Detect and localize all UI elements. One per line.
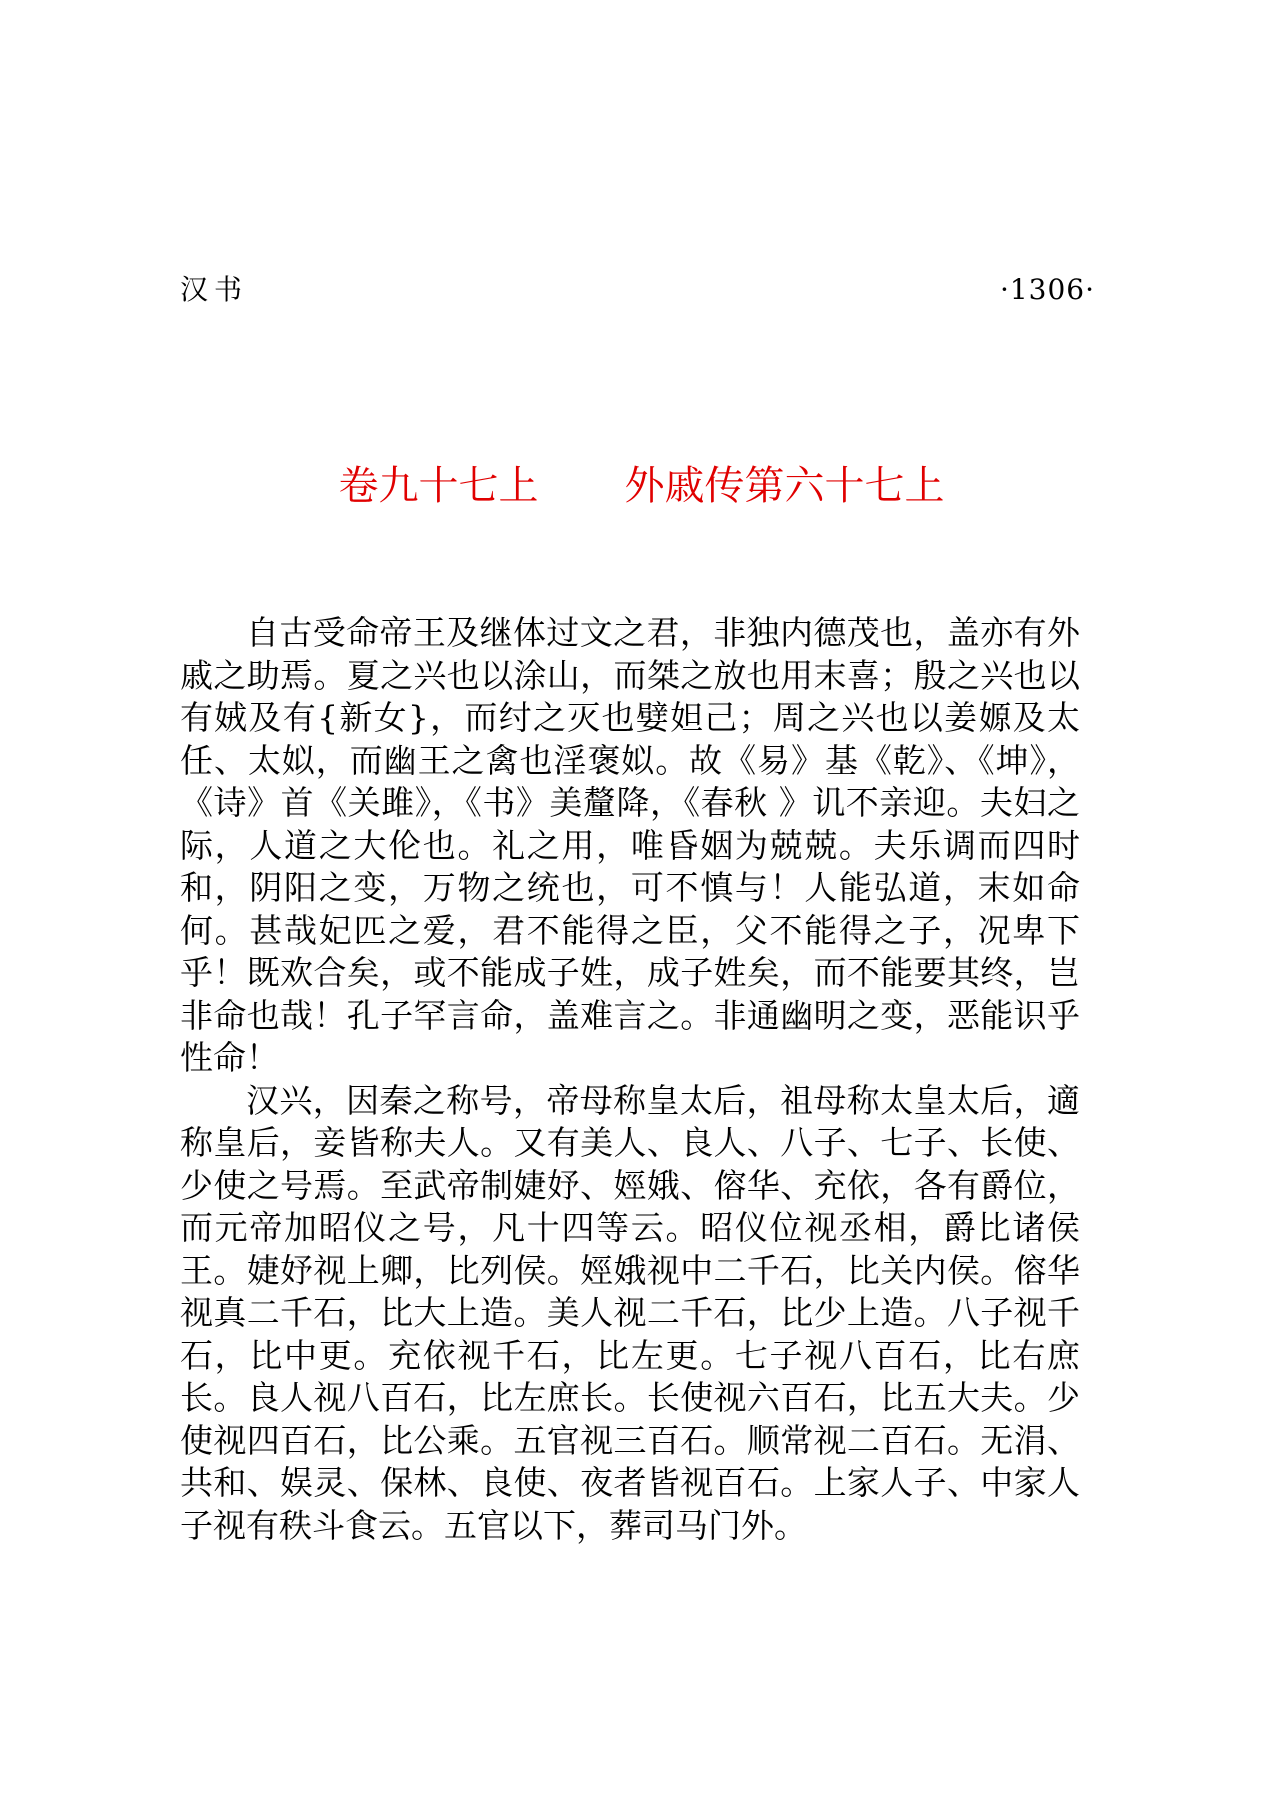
paragraph-2: 汉兴，因秦之称号，帝母称皇太后，祖母称太皇太后，適称皇后，妾皆称夫人。又有美人、良人、八子、七子、长使、少使之号焉。至武帝制婕妤、娙娥、傛华、充依，各有爵位，而元帝加昭仪之号，凡十四等云。昭仪位视丞相，爵比诸侯王。婕妤视上卿，比列侯。娙娥视中二千石，比关内侯。傛华视真二千石，比大上造。美人视二千石，比少上造。八子视千石，比中更。充依视千石，比左更。七子视八百石，比右庶长。良人视八百石，比左庶长。长使视六百石，比五大夫。少使视四百石，比公乘。五官视三百石。顺常视二百石。无涓、共和、娱灵、保林、良使、夜者皆视百石。上家人子、中家人子视有秩斗食云。五官以下，葬司马门外。: [180, 1080, 1080, 1545]
paragraph-1: 自古受命帝王及继体过文之君，非独内德茂也，盖亦有外戚之助焉。夏之兴也以涂山，而桀之放也用末喜；殷之兴也以有娀及有{新女}，而纣之灭也嬖妲己；周之兴也以姜嫄及太任、太姒，而幽王之禽也淫褒姒。故《易》基《乾》、《坤》，《诗》首《关雎》，《书》美釐降，《春秋 》讥不亲迎。夫妇之际，人道之大伦也。礼之用，唯昏姻为兢兢。夫乐调而四时和，阴阳之变，万物之统也，可不慎与！人能弘道，末如命何。甚哉妃匹之爱，君不能得之臣，父不能得之子，况卑下乎！既欢合矣，或不能成子姓，成子姓矣，而不能要其终，岂非命也哉！孔子罕言命，盖难言之。非通幽明之变，恶能识乎性命！: [180, 613, 1080, 1077]
chapter-heading: [0, 458, 1283, 514]
running-head-book-title: 汉书: [180, 273, 249, 306]
page-number: ·1306·: [999, 273, 1095, 306]
body-text: [180, 612, 1080, 1547]
chapter-volume: 卷九十七上: [338, 463, 539, 509]
chapter-title: 外戚传第六十七上: [624, 463, 945, 509]
